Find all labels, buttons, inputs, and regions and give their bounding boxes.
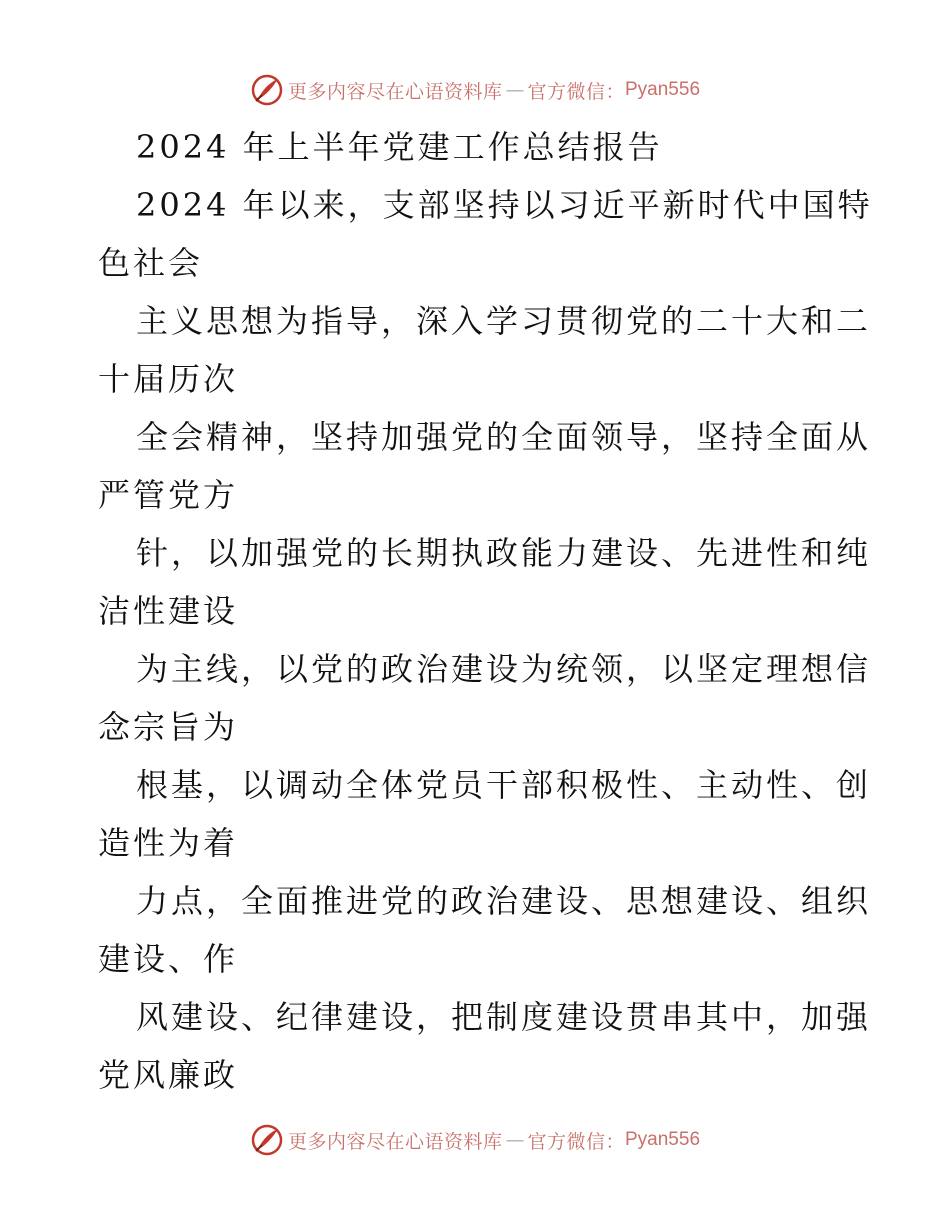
feather-pen-logo-icon	[250, 73, 284, 107]
paragraph-line: 建设、作	[98, 940, 239, 978]
paragraph-line: 主义思想为指导，深入学习贯彻党的二十大和二	[136, 302, 872, 340]
watermark-separator: —	[505, 1129, 525, 1151]
document-body	[98, 118, 873, 1104]
watermark-text: 更多内容尽在心语资料库	[287, 1130, 503, 1153]
paragraph-line: 针，以加强党的长期执政能力建设、先进性和纯	[136, 534, 872, 572]
paragraph-line: 造性为着	[98, 824, 239, 862]
watermark-separator: —	[505, 79, 525, 101]
watermark-text: 更多内容尽在心语资料库	[287, 80, 503, 103]
paragraph-line: 十届历次	[98, 360, 239, 398]
document-title: 2024 年上半年党建工作总结报告	[136, 128, 663, 166]
paragraph-line: 洁性建设	[98, 592, 239, 630]
watermark-official-label: 官方微信：	[527, 80, 625, 103]
paragraph-line: 色社会	[98, 244, 204, 282]
paragraph-line: 根基，以调动全体党员干部积极性、主动性、创	[136, 766, 872, 804]
paragraph-line: 念宗旨为	[98, 708, 239, 746]
paragraph-line: 为主线，以党的政治建设为统领，以坚定理想信	[136, 650, 872, 688]
watermark-wechat-id: Pyan556	[625, 79, 701, 100]
paragraph-line: 2024 年以来，支部坚持以习近平新时代中国特	[136, 186, 873, 224]
paragraph-line: 全会精神，坚持加强党的全面领导，坚持全面从	[136, 418, 872, 456]
paragraph-line: 党风廉政	[98, 1056, 239, 1094]
watermark-official-label: 官方微信：	[527, 1130, 625, 1153]
paragraph-line: 风建设、纪律建设，把制度建设贯串其中，加强	[136, 998, 872, 1036]
paragraph-line: 严管党方	[98, 476, 239, 514]
watermark-header	[0, 70, 950, 110]
feather-pen-logo-icon	[250, 1123, 284, 1157]
paragraph-line: 力点，全面推进党的政治建设、思想建设、组织	[136, 882, 872, 920]
watermark-footer	[0, 1120, 950, 1160]
watermark-wechat-id: Pyan556	[625, 1129, 701, 1150]
